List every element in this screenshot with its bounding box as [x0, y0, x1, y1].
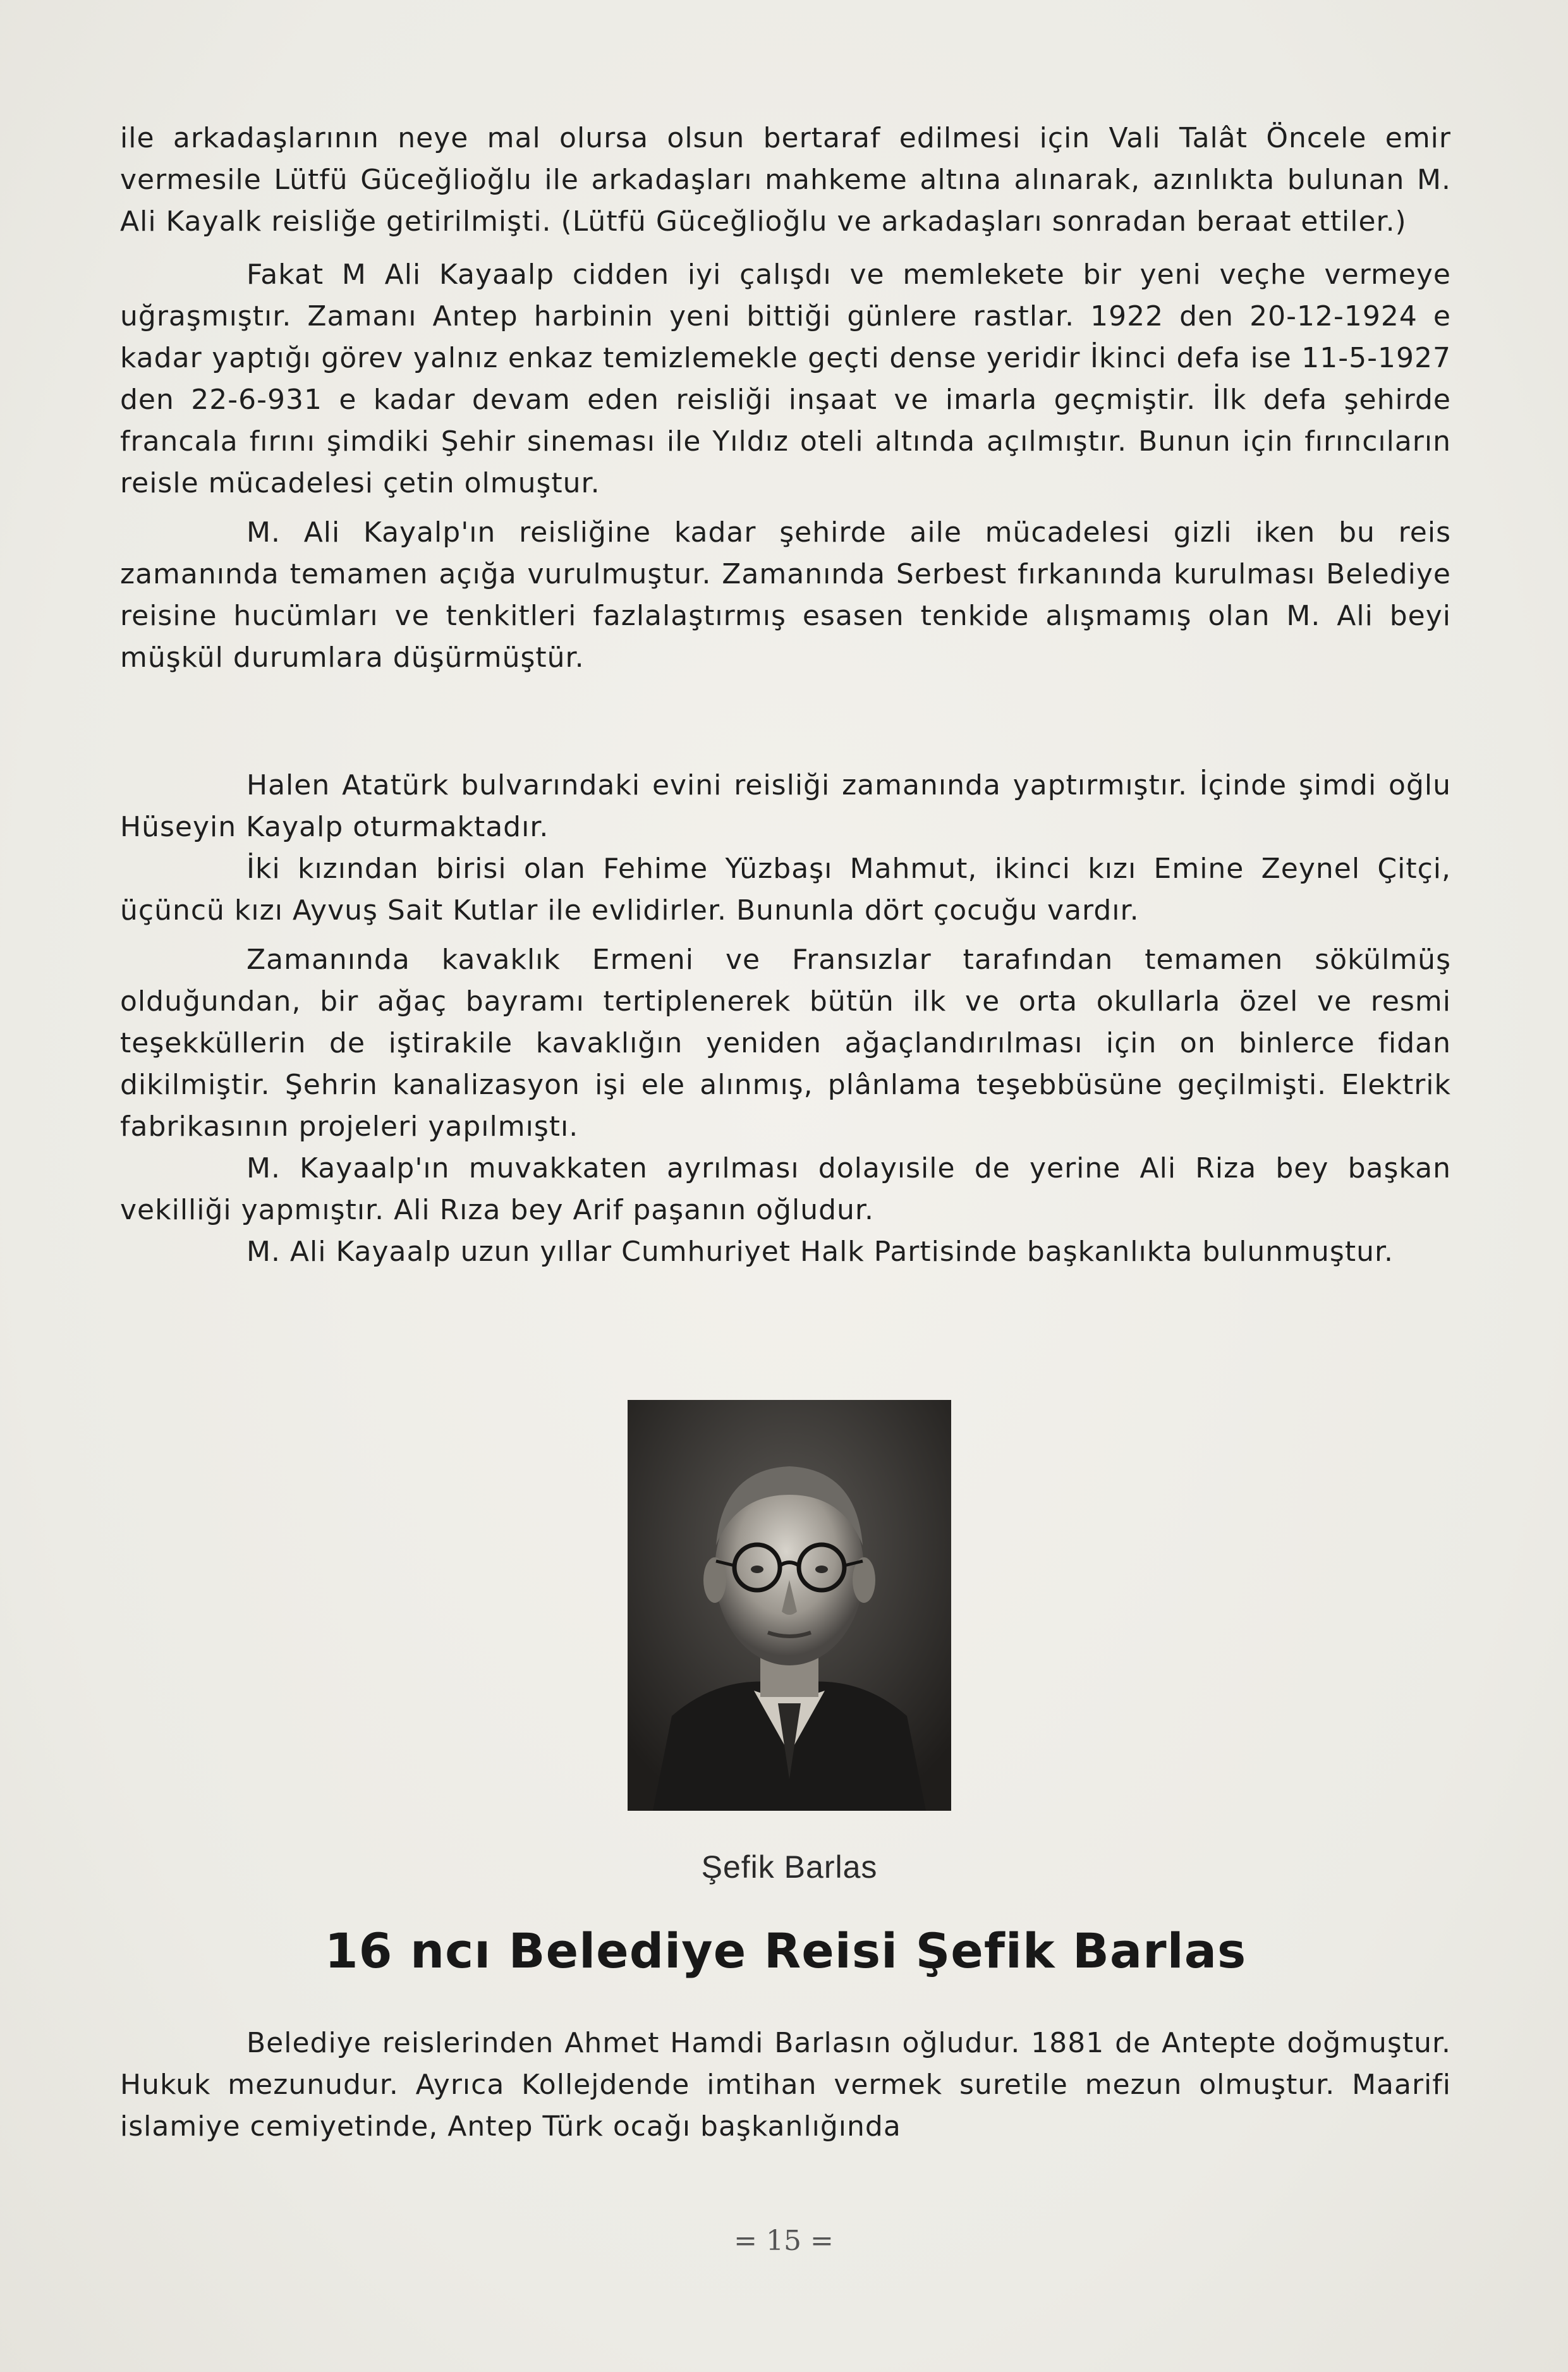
paragraph-3: M. Ali Kayalp'ın reisliğine kadar şehirde aile mücadelesi gizli iken bu reis zamanında temamen açığa vurulmuştur. Zamanında Serbest fırkanında kurulması Belediye reisine hucümları ve tenkitleri fazlalaştırmış esasen tenkide alışmamış olan M. Ali beyi müşkül durumlara düşürmüştür.: [120, 516, 1451, 674]
section-heading: 16 ncı Belediye Reisi Şefik Barlas: [324, 1923, 1247, 1979]
portrait-photo: [628, 1400, 951, 1811]
paragraph-4: Halen Atatürk bulvarındaki evini reisliği zamanında yaptırmıştır. İçinde şimdi oğlu Hüseyin Kayalp oturmaktadır.: [120, 769, 1451, 843]
paragraph-5: İki kızından birisi olan Fehime Yüzbaşı Mahmut, ikinci kızı Emine Zeynel Çitçi, üçüncü kızı Ayvuş Sait Kutlar ile evlidirler. Bununla dört çocuğu vardır.: [120, 853, 1451, 927]
paragraph-1: ile arkadaşlarının neye mal olursa olsun bertaraf edilmesi için Vali Talât Öncele emir vermesile Lütfü Güceğlioğlu ile arkadaşları mahkeme altına alınarak, azınlıkta bulunan M. Ali Kayalk reisliğe getirilmişti. (Lütfü Güceğlioğlu ve arkadaşları sonradan beraat ettiler.): [120, 122, 1451, 238]
paragraph-2: Fakat M Ali Kayaalp cidden iyi çalışdı ve memlekete bir yeni veçhe vermeye uğraşmıştır. Zamanı Antep harbinin yeni bittiği günlere rastlar. 1922 den 20-12-1924 e kadar yaptığı görev yalnız enkaz temizlemekle geçti dense yeridir İkinci defa ise 11-5-1927 den 22-6-931 e kadar devam eden reisliği inşaat ve imarla geçmiştir. İlk defa şehirde francala fırını şimdiki Şehir sineması ile Yıldız oteli altında açılmıştır. Bunun için fırıncıların reisle mücadelesi çetin olmuştur.: [120, 258, 1451, 499]
photo-caption: Şefik Barlas: [701, 1849, 878, 1885]
text-block-bottom: [120, 2022, 1451, 2148]
portrait-image: [628, 1400, 951, 1811]
paragraph-9: Belediye reislerinden Ahmet Hamdi Barlasın oğludur. 1881 de Antepte doğmuştur. Hukuk mezunudur. Ayrıca Kollejdende imtihan vermek suretile mezun olmuştur. Maarifi islamiye cemiyetinde, Antep Türk ocağı başkanlığında: [120, 2027, 1451, 2143]
paragraph-8: M. Ali Kayaalp uzun yıllar Cumhuriyet Halk Partisinde başkanlıkta bulunmuştur.: [246, 1236, 1394, 1268]
page-number: = 15 =: [734, 2225, 834, 2257]
text-block-top: [120, 118, 1451, 679]
text-block-middle: [120, 765, 1451, 1273]
paragraph-7: M. Kayaalp'ın muvakkaten ayrılması dolayısile de yerine Ali Riza bey başkan vekilliği yapmıştır. Ali Rıza bey Arif paşanın oğludur.: [120, 1152, 1451, 1226]
paragraph-6: Zamanında kavaklık Ermeni ve Fransızlar tarafından temamen sökülmüş olduğundan, bir ağaç bayramı tertiplenerek bütün ilk ve orta okullarla özel ve resmi teşekküllerin de iştirakile kavaklığın yeniden ağaçlandırılması için on binlerce fidan dikilmiştir. Şehrin kanalizasyon işi ele alınmış, plânlama teşebbüsüne geçilmişti. Elektrik fabrikasının projeleri yapılmıştı.: [120, 944, 1451, 1143]
